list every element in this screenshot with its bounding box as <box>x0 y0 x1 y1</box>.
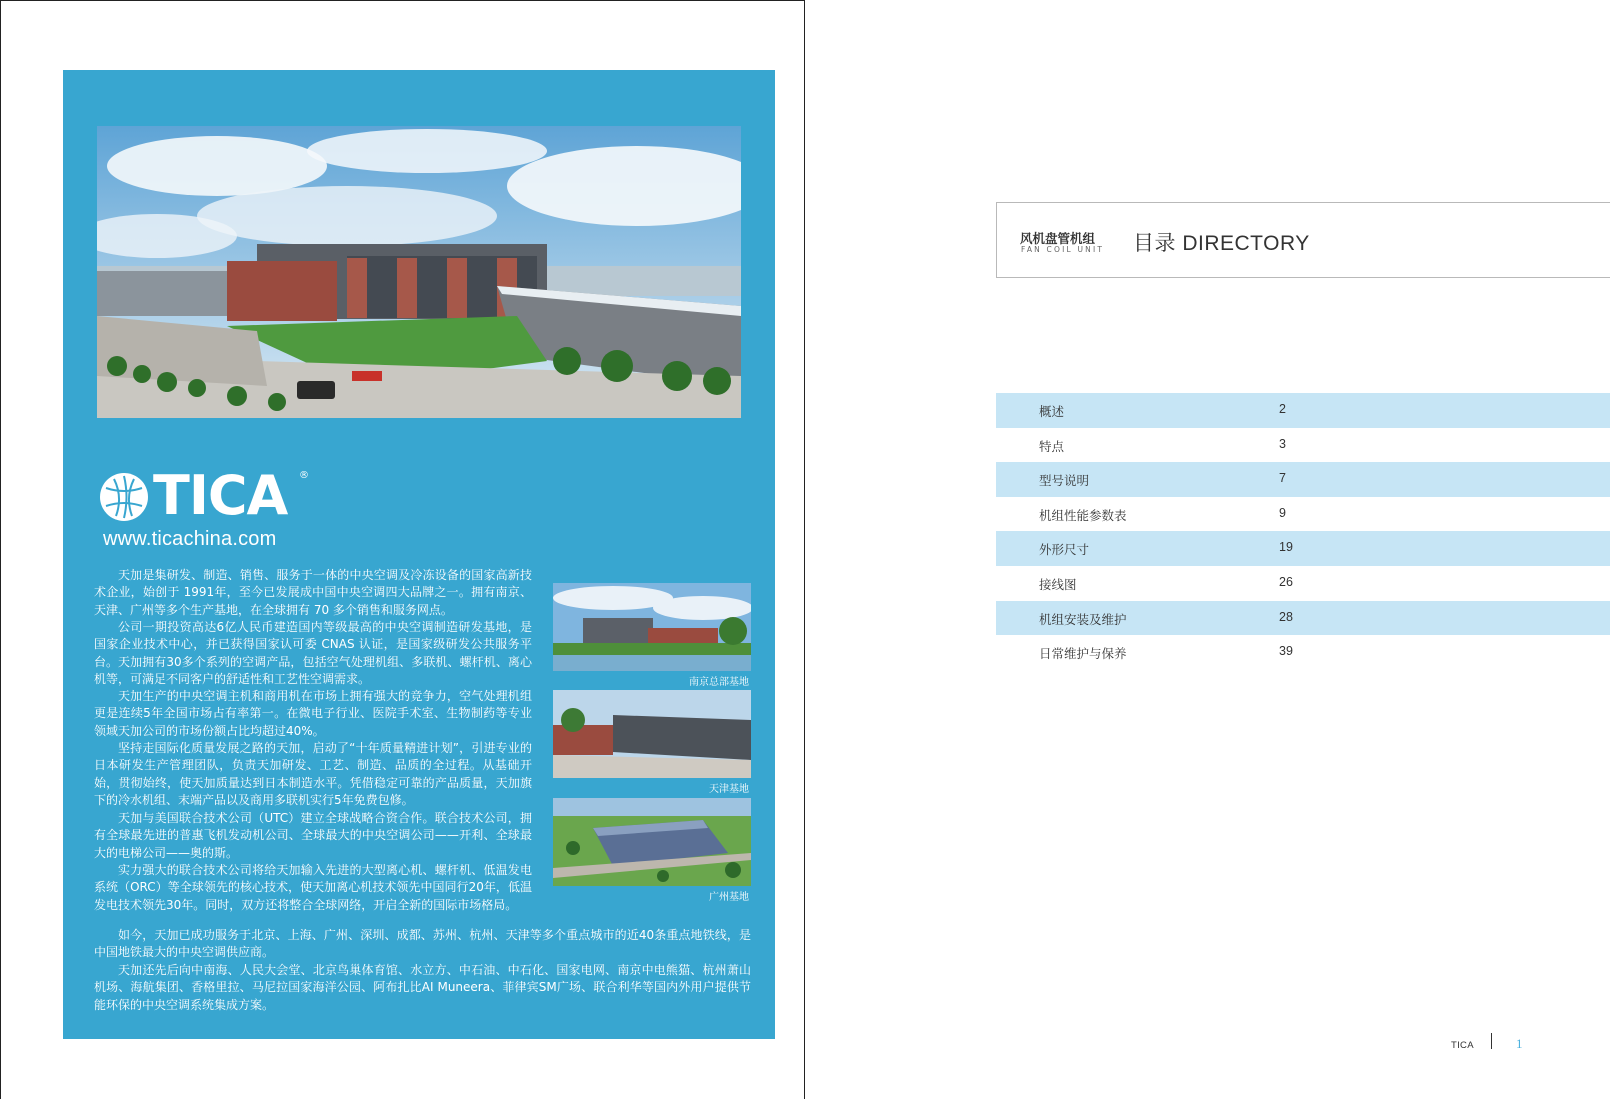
toc-label: 特点 <box>1039 438 1065 454</box>
company-intro-panel <box>63 70 775 1039</box>
footer-page-number: 1 <box>1516 1036 1523 1051</box>
toc-row[interactable] <box>996 601 1610 636</box>
toc-page-number: 26 <box>1279 574 1293 589</box>
tica-logo-icon <box>99 472 149 522</box>
toc-page-number: 2 <box>1279 402 1286 416</box>
intro-paragraph: 天加拥有30多个系列的空调产品，包括空气处理机组、多联机、螺杆机、离心机等，可满足不同客户的舒适性和工艺性空调需求。 <box>94 655 532 687</box>
intro-paragraph: 天加生产的中央空调主机和商用机在市场上拥有强大的竞争力，空气处理机组更是连续5年全国市场占有率第一。在微电子行业、医院手术室、生物制药等专业领域天加公司的市场份额占比均超过40%。 <box>94 689 532 738</box>
photo-caption: 天津基地 <box>709 784 749 795</box>
nanjing-base-photo <box>553 583 751 671</box>
toc-row[interactable] <box>996 635 1610 670</box>
toc-page-number: 19 <box>1279 540 1293 555</box>
product-name-en: FAN COIL UNIT <box>1021 245 1105 254</box>
intro-paragraph: 实力强大的联合技术公司将给天加输入先进的大型离心机、螺杆机、低温发电系统（ORC）等全球领先的核心技术，使天加离心机技术领先中国同行20年，低温发电技术领先30年。同时，双方还将整合全球网络，开启全新的国际市场格局。 <box>94 863 532 912</box>
intro-paragraph: 天加是集研发、制造、销售、服务于一体的中央空调及冷冻设备的国家高新技术企业，始创于 1991年，至今已发展成中国中央空调四大品牌之一。拥有南京、天津、广州等多个生产基地，在全球拥有 70 多个销售和服务网点。 <box>94 568 532 617</box>
toc-label: 接线图 <box>1039 576 1077 592</box>
directory-title: 目录 DIRECTORY <box>1133 232 1310 255</box>
toc-label: 机组安装及维护 <box>1039 611 1127 627</box>
toc-row[interactable] <box>996 428 1610 463</box>
intro-paragraph: 天加还先后向中南海、人民大会堂、北京鸟巢体育馆、水立方、中石油、中石化、国家电网、南京中电熊猫、杭州萧山机场、海航集团、香格里拉、马尼拉国家海洋公园、阿布扎比AI Muneera、菲律宾SM广场、联合利华等国内外用户提供节能环保的中央空调系统集成方案。 <box>94 963 751 1012</box>
guangzhou-base-photo <box>553 798 751 886</box>
intro-paragraph: 坚持走国际化质量发展之路的天加，启动了“十年质量精进计划”，引进专业的日本研发生产管理团队，负责天加研发、工艺、制造、品质的全过程。从基础开始，贯彻始终，使天加质量达到日本制造水平。凭借稳定可靠的产品质量，天加旗下的冷水机组、末端产品以及商用多联机实行5年免费包修。 <box>94 741 532 808</box>
toc-label: 日常维护与保养 <box>1039 646 1127 662</box>
toc-label: 外形尺寸 <box>1039 542 1090 558</box>
toc-page-number: 39 <box>1279 644 1293 659</box>
toc-row[interactable] <box>996 497 1610 532</box>
logo-wordmark: TICA <box>153 464 288 527</box>
toc-label: 概述 <box>1039 404 1065 419</box>
table-of-contents <box>996 393 1610 670</box>
toc-row[interactable] <box>996 566 1610 601</box>
toc-label: 型号说明 <box>1039 473 1090 489</box>
toc-row[interactable] <box>996 462 1610 497</box>
toc-row[interactable] <box>996 393 1610 428</box>
toc-page-number: 3 <box>1279 436 1286 451</box>
footer-brand: TICA <box>1451 1040 1474 1051</box>
tica-logo <box>99 464 319 560</box>
toc-label: 机组性能参数表 <box>1039 507 1127 523</box>
toc-row[interactable] <box>996 531 1610 566</box>
directory-header <box>996 202 1610 278</box>
intro-paragraph: 天加与美国联合技术公司（UTC）建立全球战略合资合作。联合技术公司，拥有全球最先进的普惠飞机发动机公司、全球最大的中央空调公司——开利、全球最大的电梯公司——奥的斯。 <box>94 811 532 860</box>
toc-page-number: 7 <box>1279 471 1286 486</box>
company-website: www.ticachina.com <box>103 528 277 550</box>
footer-divider <box>1491 1033 1492 1049</box>
intro-paragraph: 如今，天加已成功服务于北京、上海、广州、深圳、成都、苏州、杭州、天津等多个重点城市的近40条重点地铁线，是中国地铁最大的中央空调供应商。 <box>94 928 751 960</box>
intro-paragraph: 公司一期投资高达6亿人民币建造国内等级最高的中央空调制造研发基地，是国家企业技术中心，并已获得国家认可委 CNAS 认证，是国家级研发公共服务平台。 <box>94 620 532 669</box>
tianjin-base-photo <box>553 690 751 778</box>
toc-page-number: 9 <box>1279 505 1286 520</box>
headquarters-photo <box>97 126 741 418</box>
photo-caption: 广州基地 <box>709 892 749 903</box>
product-name-cn: 风机盘管机组 <box>1020 231 1096 246</box>
photo-caption: 南京总部基地 <box>689 677 749 688</box>
registered-mark: ® <box>299 470 309 481</box>
toc-page-number: 28 <box>1279 609 1293 624</box>
